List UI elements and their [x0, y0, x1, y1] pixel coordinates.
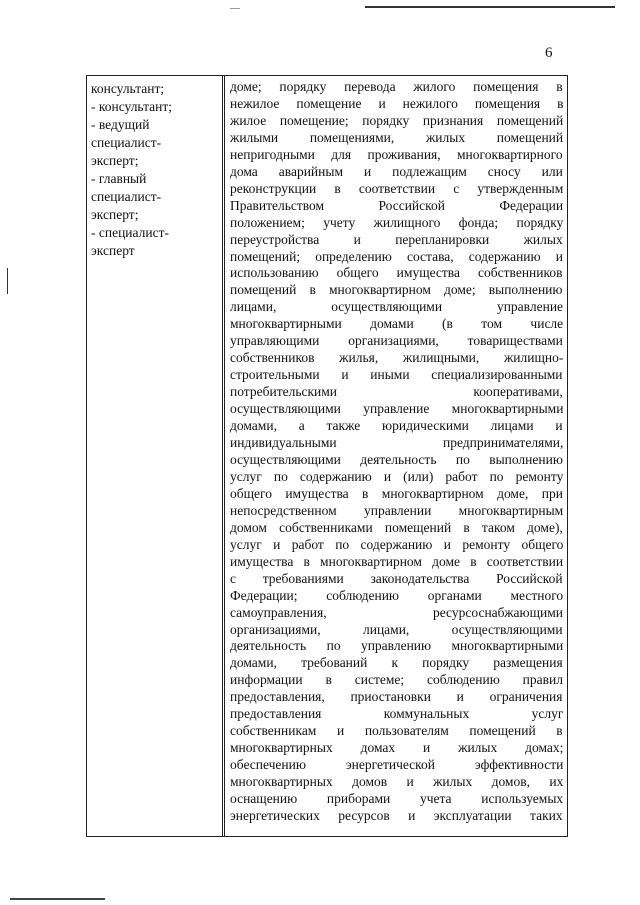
duty-text-line: переустройства и перепланировки жилых [230, 231, 563, 247]
duty-text-line: оснащению приборами учета используемых [230, 791, 564, 807]
position-line: эксперт; [91, 153, 139, 168]
duty-text-line: использованию общего имущества собственников [230, 265, 563, 281]
duty-text-line: предоставления коммунальных услуг [230, 706, 564, 722]
duties-column [225, 76, 567, 836]
duty-text-line: информации в системе; соблюдению правил [230, 672, 563, 688]
duty-text-line: многоквартирных домов и жилых домов, их [230, 774, 564, 790]
duty-text-line: потребительскими кооперативами, [230, 384, 563, 400]
duty-text-line: домами, требований к порядку размещения [230, 655, 563, 671]
duty-text-line: жилое помещение; порядку признания помещений [230, 112, 564, 128]
duty-text-line: помещений; определению состава, содержанию и [230, 248, 563, 264]
scan-artifact-top [365, 6, 615, 8]
position-line: - консультант; [91, 99, 172, 114]
duty-text-line: многоквартирных домах и жилых домах; [230, 740, 564, 756]
duty-text-line: непосредственном управлении многоквартирным [230, 502, 564, 518]
duty-text-line: осуществляющими деятельность по выполнению [230, 451, 563, 467]
duty-text-line: услуг по содержанию и (или) работ по ремонту [230, 468, 564, 484]
position-line: консультант; [91, 81, 165, 96]
duty-text-line: энергетических ресурсов и эксплуатации таких [230, 807, 563, 823]
duty-text-line: жилыми помещениями, жилых помещений [230, 129, 564, 145]
duty-text-line: положением; учету жилищного фонда; порядку [230, 214, 564, 230]
duty-text-line: собственников жилья, жилищными, жилищно- [230, 350, 564, 366]
duty-text-line: общего имущества в многоквартирном доме, при [230, 485, 563, 501]
position-line: - ведущий [91, 117, 150, 132]
duty-text-line: Федерации; соблюдению органами местного [230, 587, 564, 603]
document-table [86, 75, 568, 837]
position-line: эксперт [91, 243, 135, 258]
page-number: 6 [545, 45, 553, 61]
duty-text-line: индивидуальными предпринимателями, [230, 435, 564, 451]
duty-text-line: имущества в многоквартирном доме в соответствии [230, 553, 564, 569]
scan-artifact-top-small [230, 8, 240, 9]
duty-text-line: помещений в многоквартирном доме; выполнению [230, 282, 563, 298]
duty-text-line: собственникам и пользователям помещений в [230, 723, 563, 739]
duty-text-line: предоставления, приостановки и ограничения [230, 689, 563, 705]
position-line: эксперт; [91, 207, 139, 222]
duty-text-line: строительными и иными специализированными [230, 367, 563, 383]
duty-text-line: домами, а также юридическими лицами и [230, 418, 563, 434]
duty-text-line: реконструкции в соответствии с утвержденным [230, 180, 564, 196]
position-line: специалист- [91, 135, 162, 150]
scan-artifact-bottom [10, 898, 105, 900]
duty-text-line: обеспечению энергетической эффективности [230, 757, 564, 773]
duty-text-line: осуществляющими управление многоквартирными [230, 401, 564, 417]
column-divider-double [222, 75, 226, 837]
duty-text-line: организациями, лицами, осуществляющими [230, 621, 563, 637]
duty-text-line: деятельность по управлению многоквартирными [230, 638, 564, 654]
position-line: - специалист- [91, 225, 169, 240]
positions-column [87, 76, 225, 836]
duty-text-line: лицами, осуществляющими управление [230, 299, 564, 315]
duty-text-line: непригодными для проживания, многоквартирного [230, 146, 563, 162]
scan-artifact-left [7, 268, 8, 294]
duty-text-line: Правительством Российской Федерации [230, 197, 564, 213]
duty-text-line: самоуправления, ресурсоснабжающими [230, 604, 563, 620]
duty-text-line: нежилое помещение и нежилого помещения в [230, 95, 564, 111]
duty-text-line: управляющими организациями, товариществами [230, 333, 563, 349]
duty-text-line: домом собственниками помещений в таком доме), [230, 519, 563, 535]
duty-text-line: многоквартирными домами (в том числе [230, 316, 564, 332]
duty-text-line: доме; порядку перевода жилого помещения в [230, 79, 563, 94]
duty-text-line: дома аварийным и подлежащим сносу или [230, 163, 563, 179]
duty-text-line: услуг и работ по содержанию и ремонту общего [230, 536, 564, 552]
position-line: специалист- [91, 189, 162, 204]
position-line: - главный [91, 171, 147, 186]
duty-text-line: с требованиями законодательства Российской [230, 570, 563, 586]
